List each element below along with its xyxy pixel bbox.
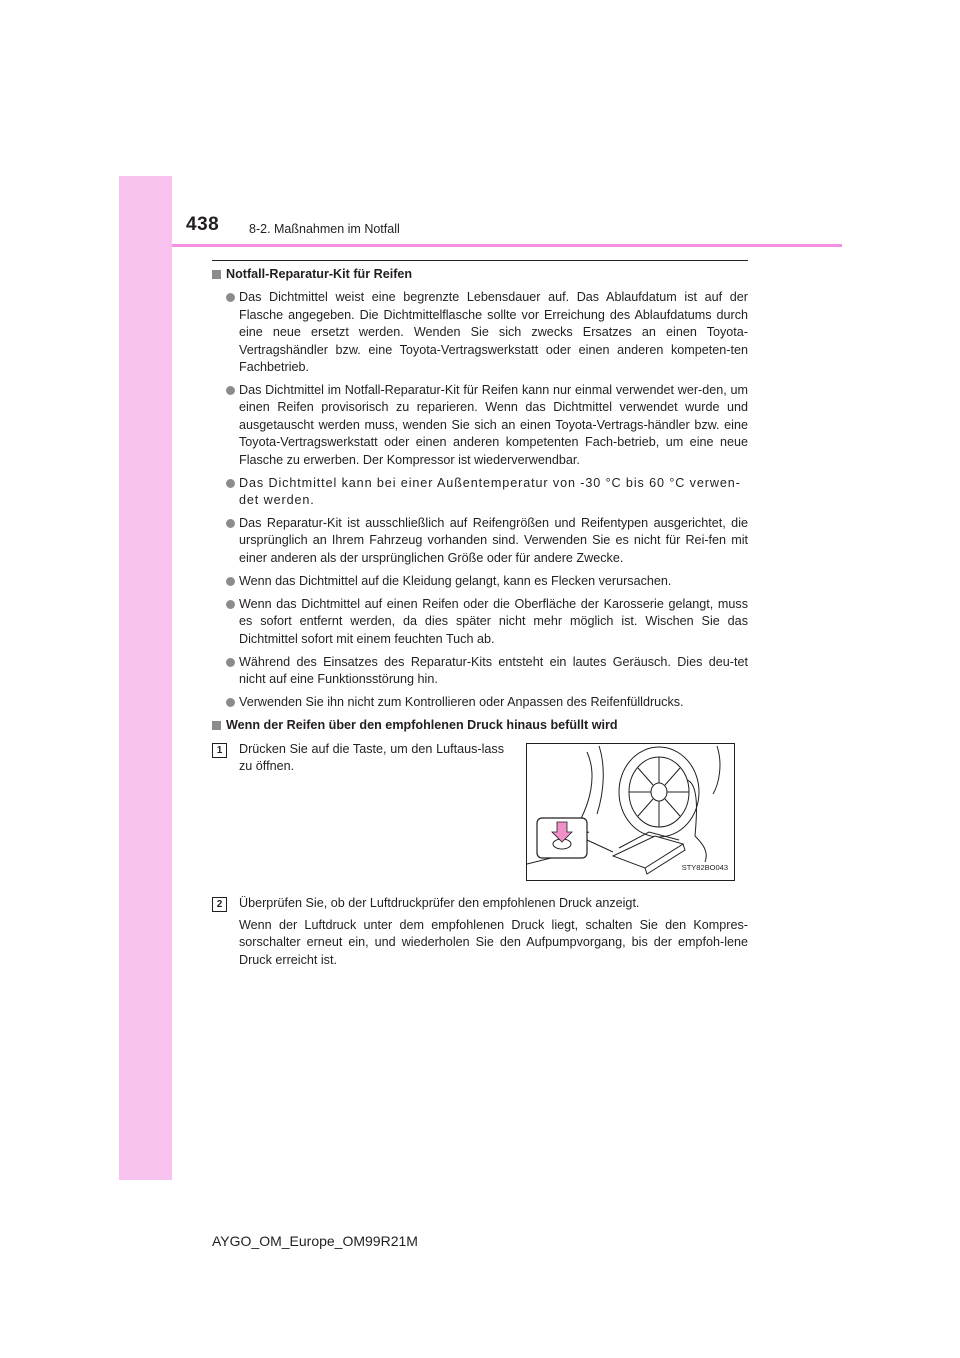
step-note: Wenn der Luftdruck unter dem empfohlenen Druck liegt, schalten Sie den Kompres-sorschalter erneut ein, und wiederholen Sie den Aufpumpvorgang, bis der empfoh-lene Druck erreicht ist. bbox=[239, 917, 748, 967]
side-strip bbox=[119, 176, 172, 1180]
bullet-dot-icon bbox=[226, 577, 235, 586]
bullet-text: Wenn das Dichtmittel auf einen Reifen oder die Oberfläche der Karosserie gelangt, muss es sofort entfernt werden, da dies später nicht mehr möglich ist. Wischen Sie das Dichtmittel sofort mit einem feuchten Tuch ab. bbox=[239, 596, 748, 646]
bullet-dot-icon bbox=[226, 600, 235, 609]
step-2 bbox=[212, 895, 748, 970]
heading-text: Wenn der Reifen über den empfohlenen Druck hinaus befüllt wird bbox=[226, 718, 618, 733]
bullet-text: Das Dichtmittel kann bei einer Außentemperatur von -30 °C bis 60 °C verwen-det werden. bbox=[239, 475, 741, 508]
step-1 bbox=[212, 741, 748, 887]
bullet-text: Das Reparatur-Kit ist ausschließlich auf Reifengrößen und Reifentypen ausgerichtet, die ursprünglich an Ihrem Fahrzeug vorhanden sind. Verwenden Sie es nicht für Rei-fen mit einer anderen als der ursprünglichen Größe oder für andere Zwecke. bbox=[239, 516, 748, 565]
section-title: 8-2. Maßnahmen im Notfall bbox=[249, 222, 400, 236]
illustration-tire-compressor bbox=[526, 743, 735, 881]
square-bullet-icon bbox=[212, 721, 221, 730]
step-text: Überprüfen Sie, ob der Luftdruckprüfer den empfohlenen Druck anzeigt. bbox=[239, 895, 640, 910]
step-number-badge: 1 bbox=[212, 743, 227, 758]
bullet-text: Wenn das Dichtmittel auf die Kleidung gelangt, kann es Flecken verursachen. bbox=[239, 573, 672, 588]
list-item bbox=[212, 289, 748, 376]
bullet-dot-icon bbox=[226, 519, 235, 528]
bullet-dot-icon bbox=[226, 293, 235, 302]
bullet-text: Das Dichtmittel weist eine begrenzte Lebensdauer auf. Das Ablaufdatum ist auf der Flasche angegeben. Die Dichtmittelflasche sollte vor Erreichung des Ablaufdatums durch eine neue ersetzt werden. Wenden Sie sich zwecks Ersatzes an einen Toyota-Vertragshändler bzw. eine Toyota-Vertragswerkstatt oder einen anderen kompeten-ten Fachbetrieb. bbox=[239, 290, 748, 375]
list-item bbox=[212, 654, 748, 689]
bullet-text: Während des Einsatzes des Reparatur-Kits entsteht ein lautes Geräusch. Dies deu-tet nicht auf eine Funktionsstörung hin. bbox=[239, 654, 748, 687]
header-rule bbox=[172, 244, 842, 247]
bullet-dot-icon bbox=[226, 698, 235, 707]
bullet-dot-icon bbox=[226, 386, 235, 395]
content bbox=[212, 266, 748, 974]
list-item bbox=[212, 515, 748, 567]
list-item bbox=[212, 475, 748, 510]
section-heading-overinflated bbox=[212, 717, 748, 734]
step-text: Drücken Sie auf die Taste, um den Luftaus-lass zu öffnen. bbox=[239, 741, 504, 773]
page-number: 438 bbox=[186, 214, 220, 235]
content-rule bbox=[212, 260, 748, 261]
section-heading-kit bbox=[212, 266, 748, 283]
heading-text: Notfall-Reparatur-Kit für Reifen bbox=[226, 267, 413, 281]
list-item bbox=[212, 573, 748, 590]
footer-doc-id: AYGO_OM_Europe_OM99R21M bbox=[212, 1233, 418, 1249]
figure-code: STY82BO043 bbox=[681, 863, 728, 873]
list-item bbox=[212, 694, 748, 711]
list-item bbox=[212, 382, 748, 469]
square-bullet-icon bbox=[212, 270, 221, 279]
bullet-dot-icon bbox=[226, 479, 235, 488]
bullet-dot-icon bbox=[226, 658, 235, 667]
bullet-text: Verwenden Sie ihn nicht zum Kontrollieren oder Anpassen des Reifenfülldrucks. bbox=[239, 695, 684, 710]
step-number-badge: 2 bbox=[212, 897, 227, 912]
list-item bbox=[212, 596, 748, 648]
bullet-text: Das Dichtmittel im Notfall-Reparatur-Kit für Reifen kann nur einmal verwendet wer-den, um einen Reifen provisorisch zu reparieren. Wenn das Dichtmittel verwendet wurde und ausgetauscht werden muss, wenden Sie sich an einen Toyota-Vertrags-händler bzw. eine Toyota-Vertragswerkstatt oder einen anderen kompetenten Fach-betrieb, um eine neue Flasche zu erwerben. Der Kompressor ist wiederverwendbar. bbox=[239, 383, 748, 467]
